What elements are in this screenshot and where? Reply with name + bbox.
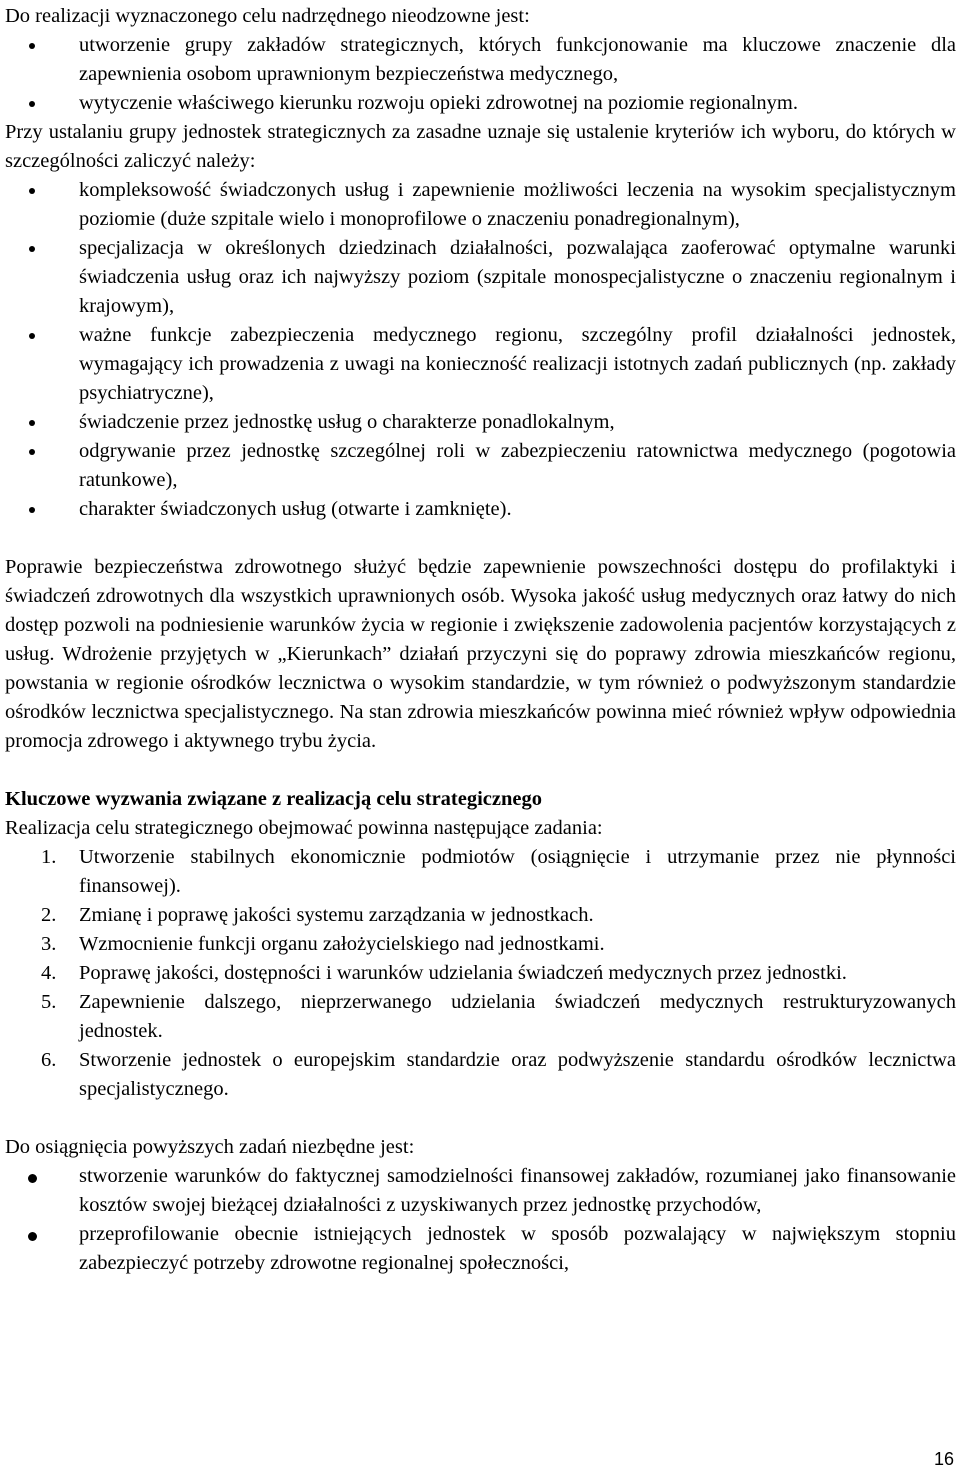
list-item: specjalizacja w określonych dziedzinach działalności, pozwalająca zaoferować optymalne warunki świadczenia usług oraz ich najwyższy poziom (szpitale monospecjalistyczne o znaczeniu regionalnym i krajowym), (5, 234, 956, 321)
list-item: kompleksowość świadczonych usług i zapewnienie możliwości leczenia na wysokim specjalistycznym poziomie (duże szpitale wielo i monoprofilowe o znaczeniu ponadregionalnym), (5, 176, 956, 234)
section1-intro: Do realizacji wyznaczonego celu nadrzędnego nieodzowne jest: (5, 5, 530, 27)
task-numbered-list (5, 843, 956, 1104)
document-page (5, 2, 956, 1278)
body-paragraph: Poprawie bezpieczeństwa zdrowotnego służyć będzie zapewnienie powszechności dostępu do profilaktyki i świadczeń zdrowotnych dla wszystkich uprawnionych osób. Wysoka jakość usług medycznych oraz łatwy do nich dostęp pozwoli na podniesienie warunków życia w regionie i zwiększenie zadowolenia pacjentów korzystających z usług. Wdrożenie przyjętych w „Kierunkach” działań przyczyni się do poprawy zdrowia mieszkańców regionu, powstania w regionie ośrodków lecznictwa o wysokim standardzie, w tym również o podwyższonym standardzie ośrodków lecznictwa specjalistycznego. Na stan zdrowia mieszkańców powinna mieć również wpływ odpowiednia promocja zdrowego i aktywnego trybu życia. (5, 556, 956, 752)
list-item-text: Poprawę jakości, dostępności i warunków udzielania świadczeń medycznych przez jednostki. (79, 962, 847, 984)
list-item: odgrywanie przez jednostkę szczególnej roli w zabezpieczeniu ratownictwa medycznego (pogotowia ratunkowe), (5, 437, 956, 495)
list-item-number: 1. (41, 846, 57, 868)
section3-intro: Realizacja celu strategicznego obejmować powinna następujące zadania: (5, 817, 603, 839)
spacer (5, 1104, 956, 1133)
section-heading: Kluczowe wyzwania związane z realizacją celu strategicznego (5, 788, 543, 810)
list-item: ważne funkcje zabezpieczenia medycznego regionu, szczególny profil działalności jednostek, wymagający ich prowadzenia z uwagi na konieczność realizacji istotnych zadań publicznych (np. zakłady psychiatryczne), (5, 321, 956, 408)
list-item-text: Utworzenie stabilnych ekonomicznie podmiotów (osiągnięcie i utrzymanie przez nie płynności finansowej). (79, 846, 956, 897)
list-item: utworzenie grupy zakładów strategicznych, których funkcjonowanie ma kluczowe znaczenie dla zapewnienia osobom uprawnionym bezpieczeństwa medycznego, (5, 31, 956, 89)
list-item-text: Wzmocnienie funkcji organu założycielskiego nad jednostkami. (79, 933, 605, 955)
spacer (5, 756, 956, 785)
list-item: stworzenie warunków do faktycznej samodzielności finansowej zakładów, rozumianej jako finansowanie kosztów swojej bieżącej działalności z uzyskiwanych przez jednostkę przychodów, (5, 1162, 956, 1220)
list-item-number: 2. (41, 904, 57, 926)
list-item (5, 1046, 956, 1104)
list-item (5, 988, 956, 1046)
list-item: świadczenie przez jednostkę usług o charakterze ponadlokalnym, (5, 408, 956, 437)
section1-bullet-list (5, 31, 956, 118)
list-item: wytyczenie właściwego kierunku rozwoju opieki zdrowotnej na poziomie regionalnym. (5, 89, 956, 118)
list-item-number: 3. (41, 933, 57, 955)
section2-bullet-list (5, 176, 956, 524)
list-item-text: Zmianę i poprawę jakości systemu zarządzania w jednostkach. (79, 904, 594, 926)
list-item-number: 4. (41, 962, 57, 984)
list-item (5, 959, 956, 988)
list-item (5, 843, 956, 901)
list-item-text: Zapewnienie dalszego, nieprzerwanego udzielania świadczeń medycznych restrukturyzowanych jednostek. (79, 991, 956, 1042)
list-item-number: 6. (41, 1049, 57, 1071)
list-item (5, 930, 956, 959)
spacer (5, 524, 956, 553)
list-item-text: Stworzenie jednostek o europejskim standardzie oraz podwyższenie standardu ośrodków lecznictwa specjalistycznego. (79, 1049, 956, 1100)
list-item: przeprofilowanie obecnie istniejących jednostek w sposób pozwalający w największym stopniu zabezpieczyć potrzeby zdrowotne regionalnej społeczności, (5, 1220, 956, 1278)
section4-intro: Do osiągnięcia powyższych zadań niezbędne jest: (5, 1136, 415, 1158)
section2-intro: Przy ustalaniu grupy jednostek strategicznych za zasadne uznaje się ustalenie kryteriów ich wyboru, do których w szczególności zaliczyć należy: (5, 121, 956, 172)
list-item-number: 5. (41, 991, 57, 1013)
page-number: 16 (933, 1449, 954, 1469)
list-item: charakter świadczonych usług (otwarte i zamknięte). (5, 495, 956, 524)
section4-bullet-list (5, 1162, 956, 1278)
list-item (5, 901, 956, 930)
